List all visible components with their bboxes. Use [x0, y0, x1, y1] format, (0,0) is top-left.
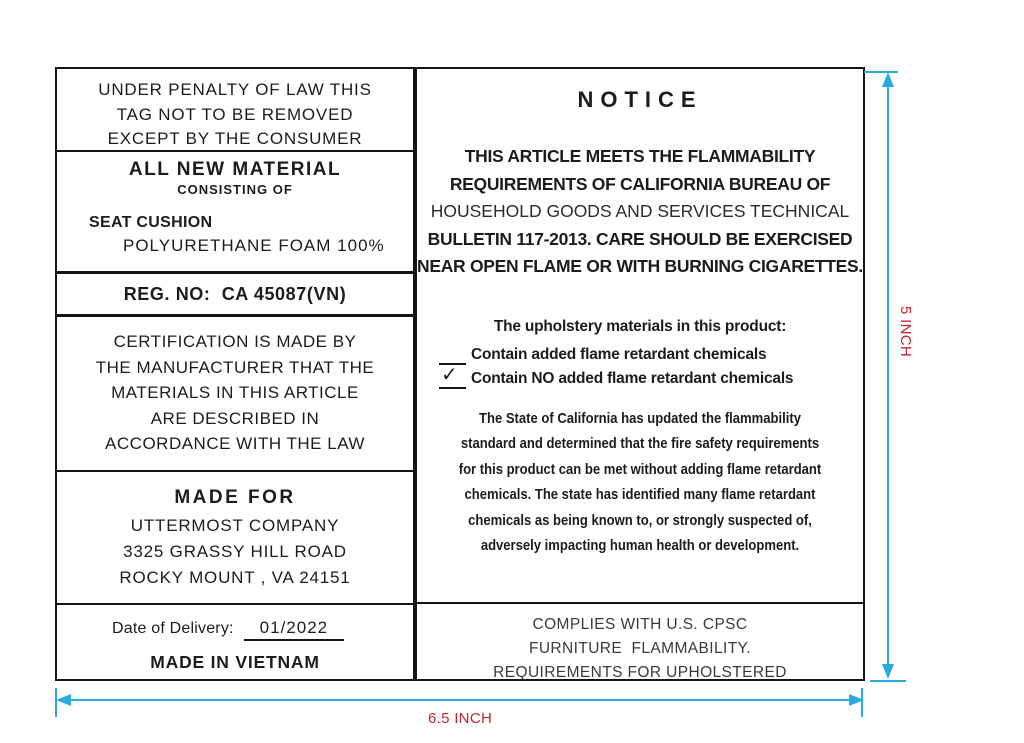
blank-line: [439, 363, 466, 389]
complies-line: COMPLIES WITH U.S. CPSC: [532, 616, 748, 633]
checkmark-icon: ✓: [441, 363, 458, 386]
material-title: ALL NEW MATERIAL: [128, 159, 342, 180]
height-dimension-line: [887, 80, 889, 670]
blank-line: [439, 347, 466, 365]
flammability-line: REQUIREMENTS OF CALIFORNIA BUREAU OF: [449, 173, 831, 194]
flammability-line: THIS ARTICLE MEETS THE FLAMMABILITY: [464, 146, 816, 166]
complies-line: FURNITURE FLAMMABILITY.: [528, 640, 752, 657]
label-right-column: [417, 69, 863, 679]
extension-line-bottom: [870, 680, 906, 682]
material-subtitle: CONSISTING OF: [177, 182, 293, 197]
made-for-city: ROCKY MOUNT , VA 24151: [119, 568, 351, 587]
penalty-line: EXCEPT BY THE CONSUMER: [107, 129, 363, 148]
state-line: chemicals as being known to, or strongly suspected of,: [468, 511, 812, 529]
label-left-column: [57, 69, 417, 679]
complies-section: [417, 602, 863, 679]
law-label: [55, 67, 865, 681]
material-item: SEAT CUSHION: [89, 214, 213, 231]
penalty-section: [57, 69, 413, 152]
registration-number: REG. NO: CA 45087(VN): [57, 274, 413, 317]
certification-line: ACCORDANCE WITH THE LAW: [105, 434, 365, 453]
state-line: for this product can be met without adding flame retardant: [458, 460, 822, 478]
state-line: chemicals. The state has identified many flame retardant: [464, 486, 816, 503]
flammability-line: HOUSEHOLD GOODS AND SERVICES TECHNICAL: [430, 201, 850, 221]
height-dimension-label: 5 INCH: [897, 306, 914, 357]
upholstery-option-label: Contain NO added flame retardant chemicals: [471, 369, 794, 387]
flammability-line: NEAR OPEN FLAME OR WITH BURNING CIGARETTES.: [417, 256, 863, 276]
certification-line: ARE DESCRIBED IN: [150, 408, 320, 428]
arrow-down-icon: [882, 664, 894, 679]
state-paragraph: [417, 406, 863, 559]
penalty-line: UNDER PENALTY OF LAW THIS: [98, 80, 372, 99]
upholstery-option-unchecked: [439, 341, 863, 365]
arrow-right-icon: [849, 694, 864, 706]
upholstery-options: [417, 341, 863, 389]
flammability-line: BULLETIN 117-2013. CARE SHOULD BE EXERCISED: [427, 228, 853, 249]
certification-line: CERTIFICATION IS MADE BY: [113, 332, 357, 351]
certification-line: THE MANUFACTURER THAT THE: [95, 357, 375, 377]
made-for-title: MADE FOR: [174, 487, 296, 508]
made-for-company: UTTERMOST COMPANY: [130, 516, 340, 535]
arrow-up-icon: [882, 72, 894, 87]
delivery-date-label: Date of Delivery:: [112, 620, 234, 637]
made-for-street: 3325 GRASSY HILL ROAD: [123, 542, 347, 561]
country-of-origin: MADE IN VIETNAM: [150, 652, 320, 672]
complies-line: REQUIREMENTS FOR UPHOLSTERED: [493, 664, 787, 681]
material-composition: POLYURETHANE FOAM 100%: [123, 236, 385, 255]
upholstery-heading: The upholstery materials in this product:: [493, 317, 787, 335]
state-line: The State of California has updated the flammability: [479, 409, 801, 427]
arrow-left-icon: [56, 694, 71, 706]
width-dimension-line: [66, 699, 854, 701]
made-for-section: [57, 472, 413, 605]
penalty-line: TAG NOT TO BE REMOVED: [116, 104, 354, 124]
delivery-date-value: 01/2022: [244, 618, 344, 641]
state-line: adversely impacting human health or development.: [480, 537, 800, 554]
delivery-section: [57, 605, 413, 679]
certification-line: MATERIALS IN THIS ARTICLE: [111, 383, 359, 402]
notice-title: NOTICE: [577, 87, 703, 112]
certification-section: [57, 317, 413, 472]
width-dimension-label: 6.5 INCH: [428, 710, 493, 727]
state-line: standard and determined that the fire safety requirements: [460, 435, 820, 452]
upholstery-option-checked: [439, 365, 863, 389]
material-section: [57, 152, 413, 274]
upholstery-option-label: Contain added flame retardant chemicals: [471, 345, 767, 363]
flammability-paragraph: [417, 143, 863, 281]
